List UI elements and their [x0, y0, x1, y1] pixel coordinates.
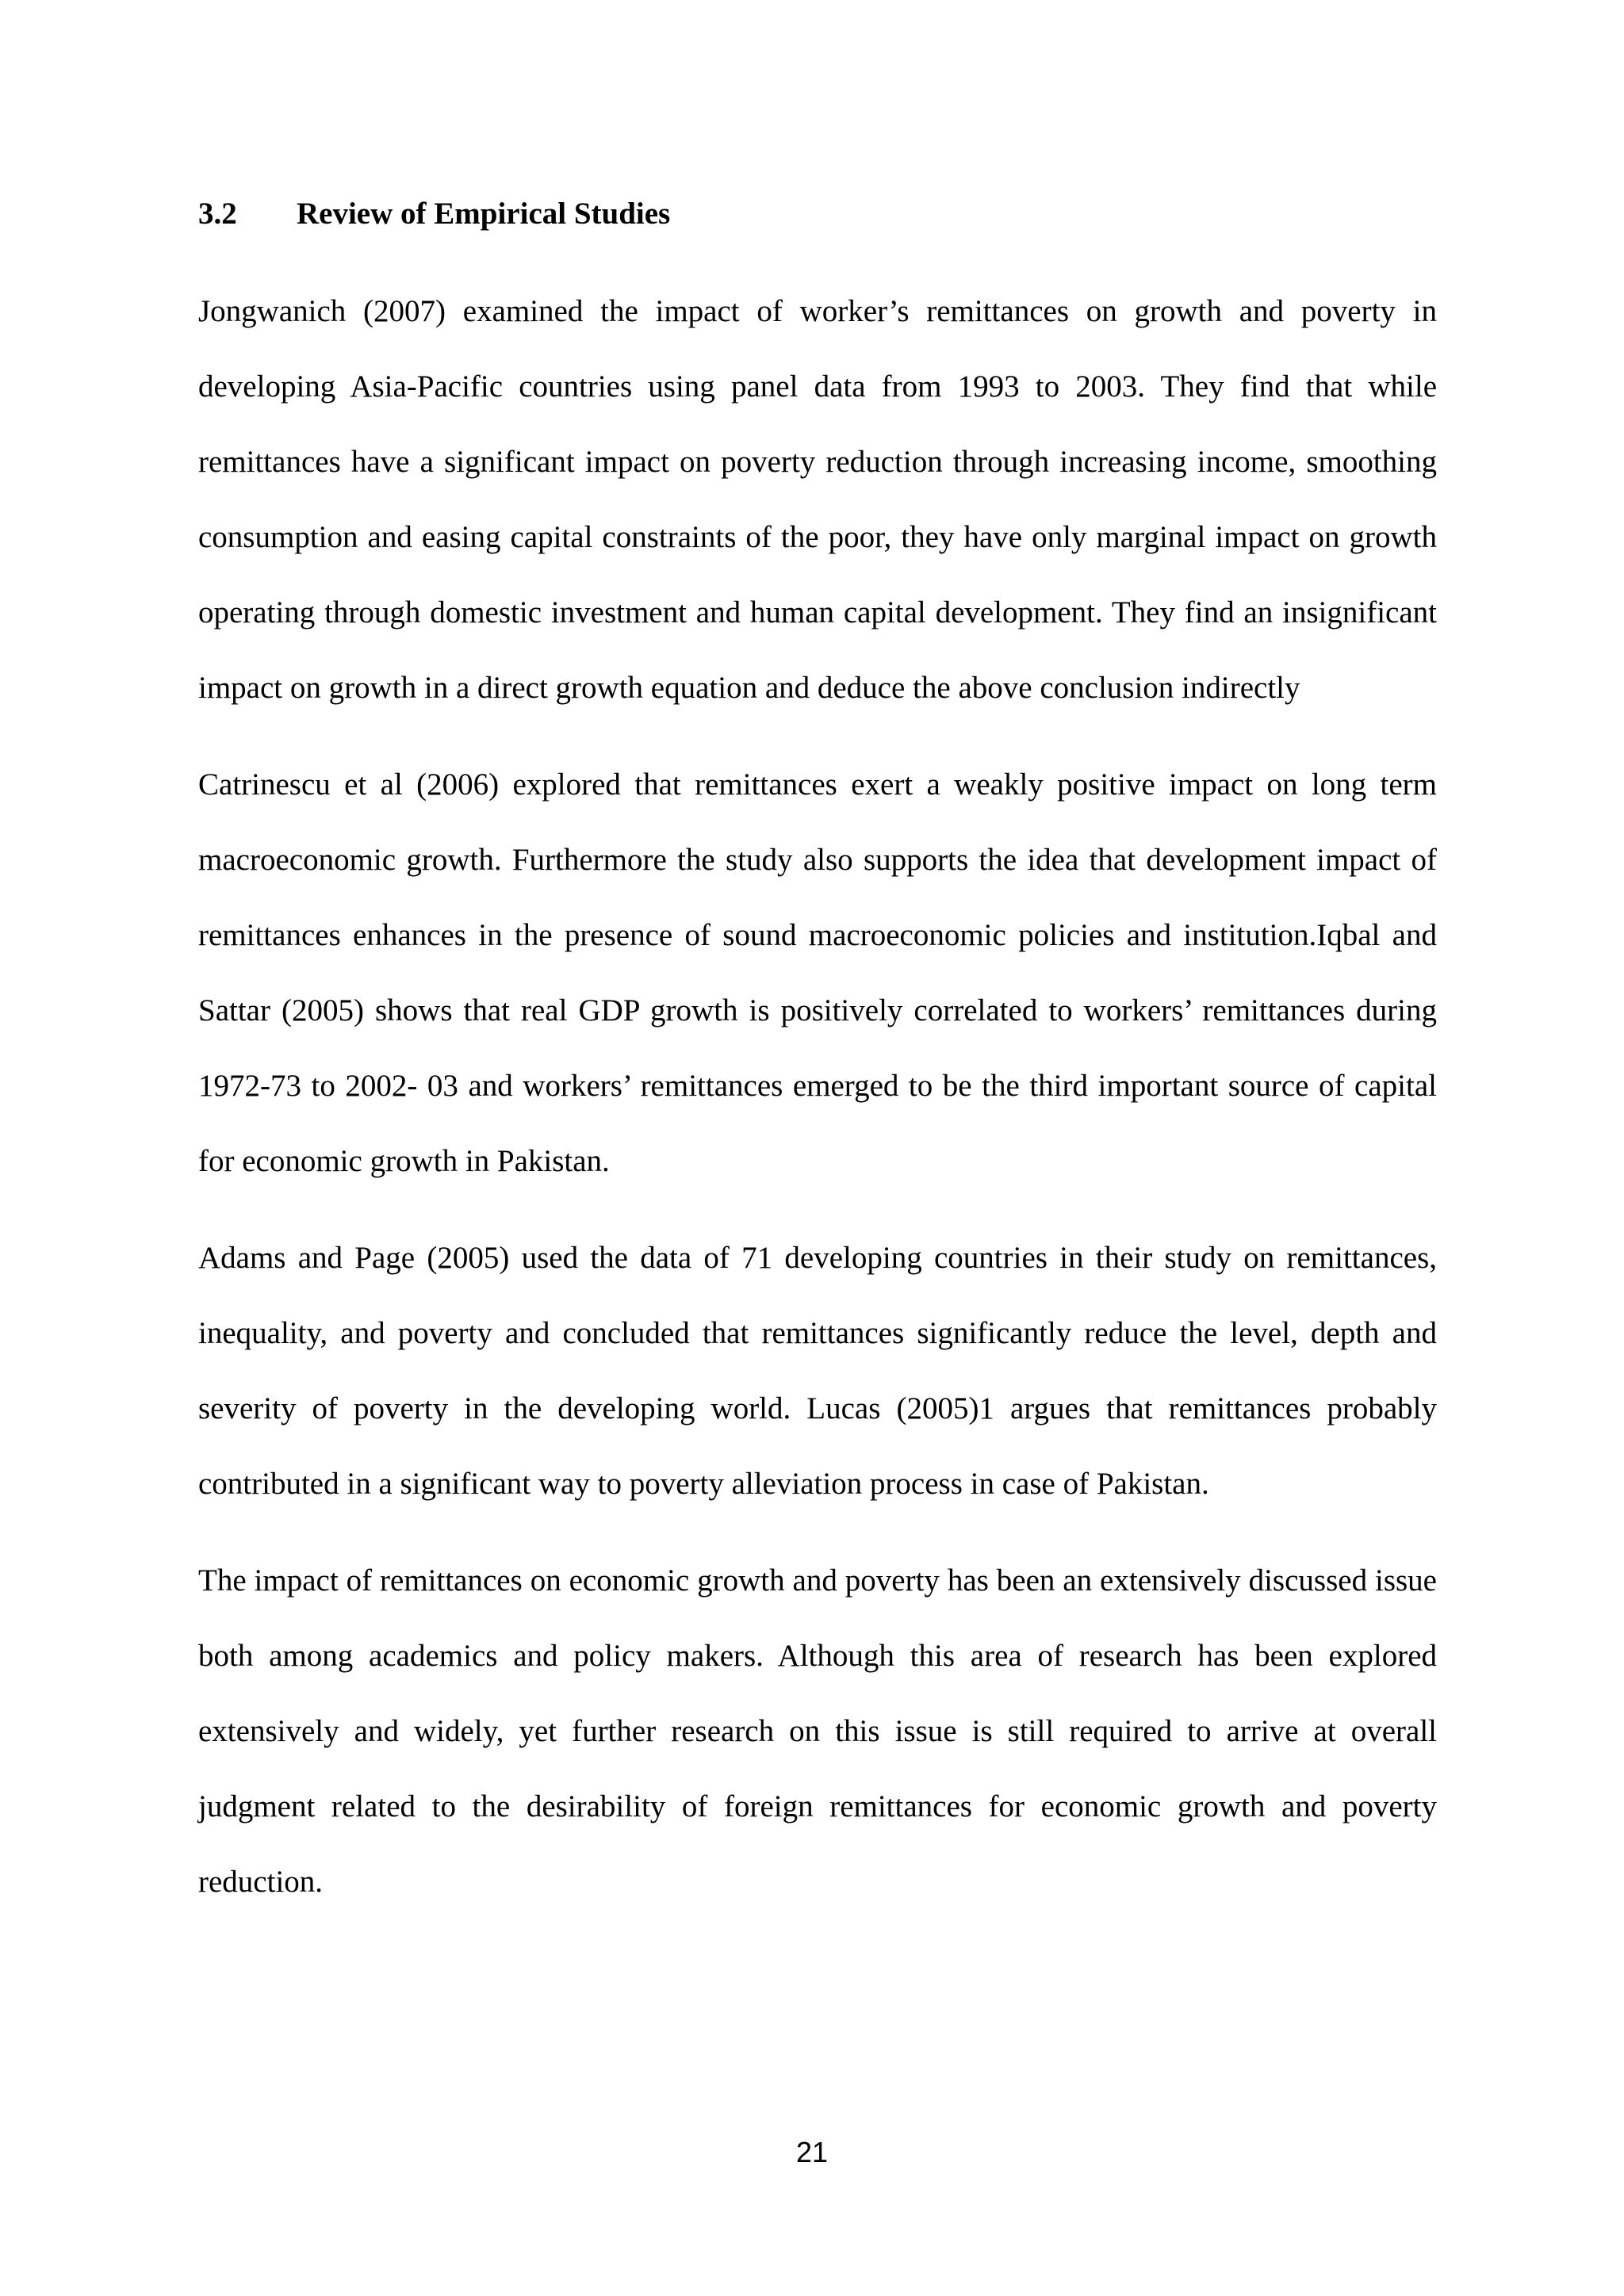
paragraph-adams-page: Adams and Page (2005) used the data of 71 developing countries in their study on remittances, inequality, and poverty and concluded that remittances significantly reduce the level, depth and severity of poverty in the developing world. Lucas (2005)1 argues that remittances probably contributed in a significant way to poverty alleviation process in case of Pakistan.: [198, 1241, 1437, 1501]
paragraph-catrinescu: Catrinescu et al (2006) explored that remittances exert a weakly positive impact on long term macroeconomic growth. Furthermore the study also supports the idea that development impact of remittances enhances in the presence of sound macroeconomic policies and institution.Iqbal and Sattar (2005) shows that real GDP growth is positively correlated to workers’ remittances during 1972-73 to 2002- 03 and workers’ remittances emerged to be the third important source of capital for economic growth in Pakistan.: [198, 767, 1437, 1178]
page-content: [198, 190, 1437, 1941]
page-number: 21: [795, 2136, 829, 2168]
section-title: Review of Empirical Studies: [297, 197, 671, 231]
paragraph-jongwanich: Jongwanich (2007) examined the impact of worker’s remittances on growth and poverty in developing Asia-Pacific countries using panel data from 1993 to 2003. They find that while remittances have a significant impact on poverty reduction through increasing income, smoothing consumption and easing capital constraints of the poor, they have only marginal impact on growth operating through domestic investment and human capital development. They find an insignificant impact on growth in a direct growth equation and deduce the above conclusion indirectly: [198, 294, 1437, 705]
paragraph-impact-discussion: The impact of remittances on economic growth and poverty has been an extensively discussed issue both among academics and policy makers. Although this area of research has been explored extensively and widely, yet further research on this issue is still required to arrive at overall judgment related to the desirability of foreign remittances for economic growth and poverty reduction.: [198, 1563, 1437, 1899]
section-number: 3.2: [198, 197, 237, 231]
section-heading: [198, 190, 1437, 238]
